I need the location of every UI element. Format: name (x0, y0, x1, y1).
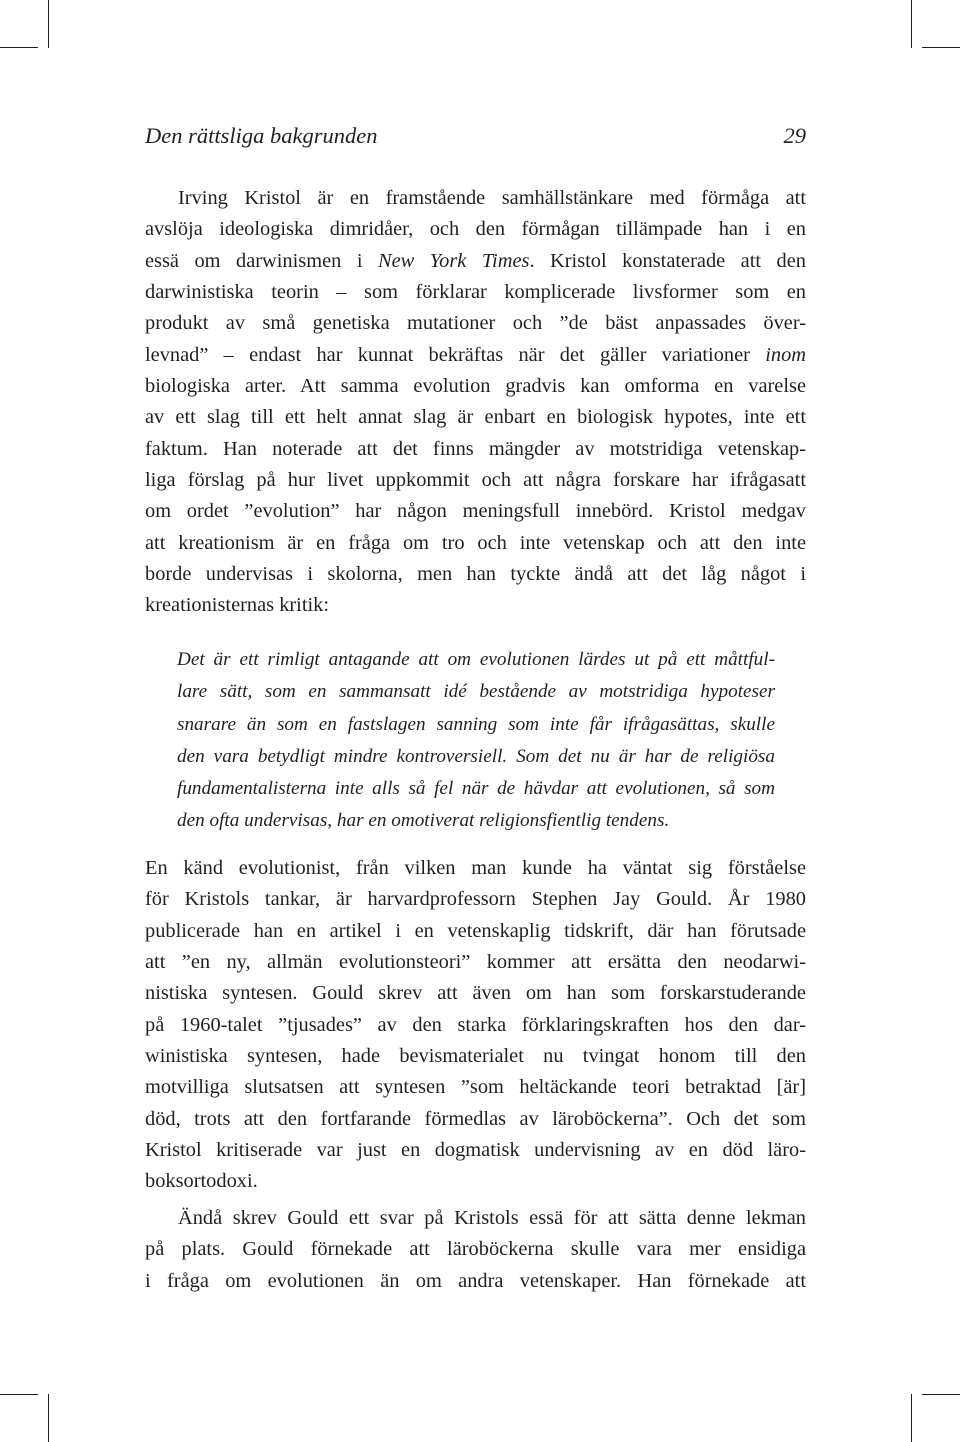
crop-mark-top-left-vertical (48, 0, 49, 48)
quote-line: den vara betydligt mindre kontroversiell. Som det nu är har de religiösa (177, 745, 775, 767)
crop-mark-top-right-horizontal (922, 47, 960, 48)
crop-mark-bottom-left-vertical (48, 1394, 49, 1442)
text-line: nistiska syntesen. Gould skrev att även om han som forskarstuderande (145, 982, 806, 1005)
body-paragraph-1 (145, 183, 806, 622)
text-line: på 1960-talet ”tjusades” av den starka förklaringskraften hos den dar- (145, 1013, 806, 1036)
quote-line: snarare än som en fastslagen sanning som inte får ifrågasättas, skulle (177, 713, 775, 735)
running-head (145, 118, 806, 154)
text-line: winistiska syntesen, hade bevismaterialet nu tvingat honom till den (145, 1045, 806, 1068)
text-line: Kristol kritiserade var just en dogmatisk undervisning av en död läro- (145, 1139, 806, 1162)
text-line: liga förslag på hur livet uppkommit och att några forskare har ifrågasatt (145, 469, 806, 492)
text-line: En känd evolutionist, från vilken man kunde ha väntat sig förståelse (145, 857, 806, 879)
publication-title: New York Times (377, 249, 530, 272)
text-line: av ett slag till ett helt annat slag är enbart en biologisk hypotes, inte ett (145, 406, 806, 429)
running-head-title: Den rättsliga bakgrunden (145, 123, 378, 148)
block-quote (177, 644, 775, 838)
text-segment: . Kristol konstaterade att den (529, 249, 806, 272)
text-line: att ”en ny, allmän evolutionsteori” kommer att ersätta den neodarwi- (145, 951, 806, 974)
text-line: borde undervisas i skolorna, men han tyckte ändå att det låg något i (145, 563, 806, 586)
text-line (145, 246, 806, 277)
page-number: 29 (783, 123, 806, 148)
crop-mark-bottom-right-horizontal (922, 1394, 960, 1395)
text-line: avslöja ideologiska dimridåer, och den förmågan tillämpade han i en (145, 218, 806, 241)
quote-line: den ofta undervisas, har en omotiverat religionsfientlig tendens. (177, 810, 670, 832)
quote-line: Det är ett rimligt antagande att om evolutionen lärdes ut på ett måttful- (177, 649, 775, 670)
text-line: darwinistiska teorin – som förklarar komplicerade livsformer som en (145, 281, 806, 304)
crop-mark-top-left-horizontal (0, 47, 38, 48)
text-line: Irving Kristol är en framstående samhällstänkare med förmåga att (178, 187, 806, 209)
emphasis: inom (765, 343, 806, 366)
quote-line: fundamentalisterna inte alls så fel när de hävdar att evolutionen, så som (177, 778, 775, 800)
text-segment: levnad” – endast har kunnat bekräftas när det gäller variationer (145, 343, 766, 366)
text-line: att kreationism är en fråga om tro och inte vetenskap och att den inte (145, 531, 806, 554)
text-line: på plats. Gould förnekade att läroböckerna skulle vara mer ensidiga (145, 1238, 806, 1261)
text-line: i fråga om evolutionen än om andra vetenskaper. Han förnekade att (145, 1269, 806, 1292)
text-line: om ordet ”evolution” har någon meningsfull innebörd. Kristol medgav (145, 500, 806, 523)
quote-line: lare sätt, som en sammansatt idé bestående av motstridiga hypoteser (177, 681, 775, 703)
text-line: publicerade han en artikel i en vetenskaplig tidskrift, där han förutsade (145, 919, 806, 942)
text-line: kreationisternas kritik: (145, 594, 330, 617)
crop-mark-bottom-left-horizontal (0, 1394, 38, 1395)
text-line: boksortodoxi. (145, 1170, 258, 1193)
text-line: död, trots att den fortfarande förmedlas av läroböckerna”. Och det som (145, 1107, 806, 1130)
text-line: motvilliga slutsatsen att syntesen ”som heltäckande teori betraktad [är] (145, 1076, 806, 1099)
body-paragraph-3 (145, 1203, 806, 1297)
text-line: produkt av små genetiska mutationer och ”de bäst anpassades över- (145, 312, 806, 335)
crop-mark-top-right-vertical (911, 0, 912, 48)
text-line: faktum. Han noterade att det finns mängder av motstridiga vetenskap- (145, 437, 806, 460)
text-line: Ändå skrev Gould ett svar på Kristols essä för att sätta denne lekman (178, 1207, 806, 1229)
text-line: biologiska arter. Att samma evolution gradvis kan omforma en varelse (145, 375, 806, 398)
text-line: för Kristols tankar, är harvardprofessorn Stephen Jay Gould. År 1980 (145, 888, 806, 911)
body-paragraph-2 (145, 853, 806, 1198)
crop-mark-bottom-right-vertical (911, 1394, 912, 1442)
text-segment: essä om darwinismen i (145, 249, 378, 272)
text-line (145, 340, 806, 371)
